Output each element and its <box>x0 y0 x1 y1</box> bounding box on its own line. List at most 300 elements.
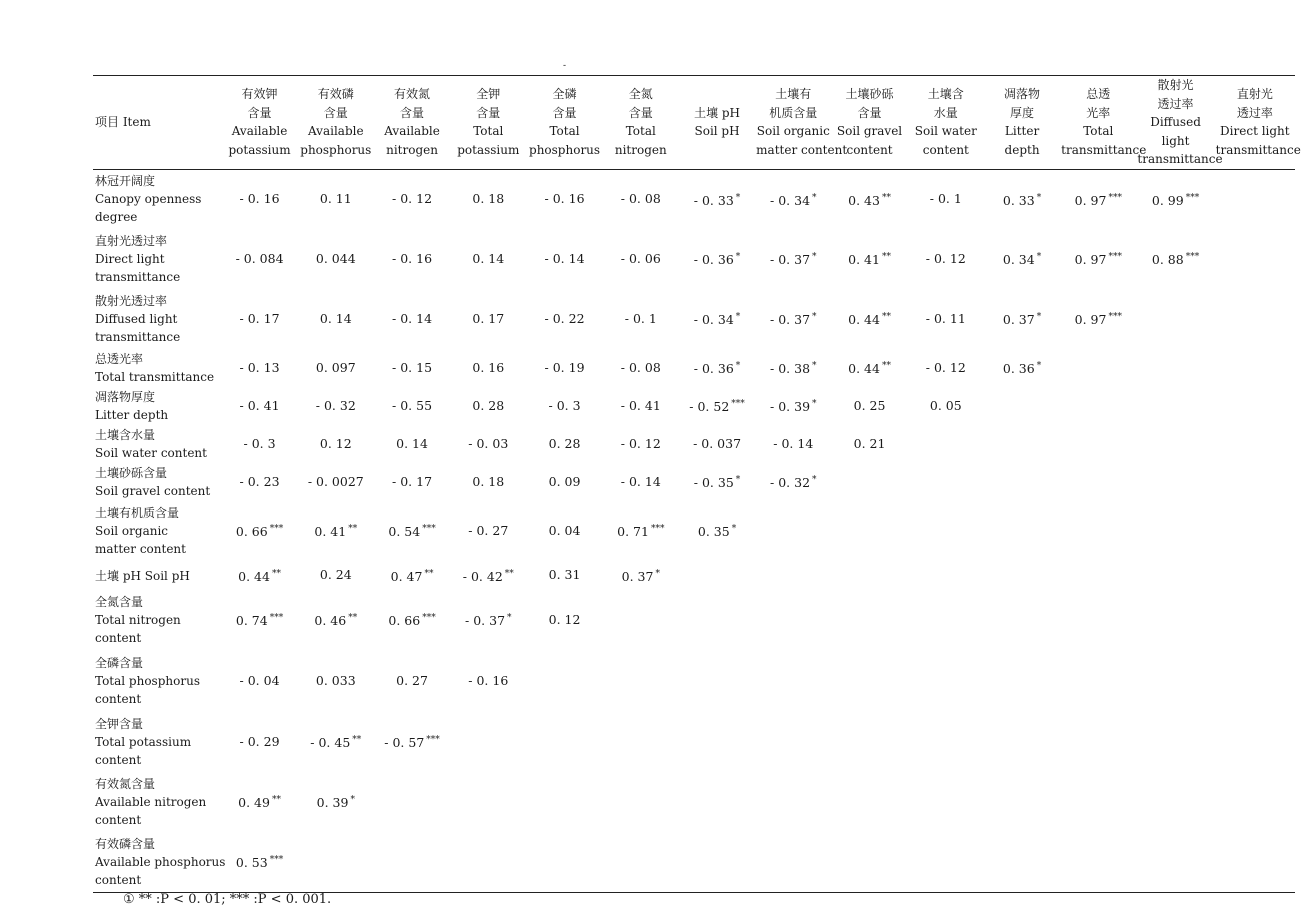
table-cell <box>603 169 679 229</box>
table-cell <box>831 289 907 349</box>
row-label-line: 土壤有机质含量 <box>95 506 180 520</box>
column-header-line: transmittance <box>1215 142 1301 157</box>
table-cell <box>679 832 755 892</box>
table-cell <box>831 561 907 590</box>
row-label-line: transmittance <box>95 270 181 284</box>
table-row <box>93 561 1295 590</box>
column-header-line: potassium <box>228 142 291 157</box>
table-cell <box>298 387 374 425</box>
row-label-line: Total nitrogen <box>95 613 181 627</box>
significance-marker: *** <box>422 524 436 535</box>
table-body <box>93 169 1295 892</box>
table-cell <box>984 772 1060 832</box>
table-cell <box>374 387 450 425</box>
cell-value: - 0. 37 <box>770 312 811 328</box>
table-cell <box>908 590 984 650</box>
cell-value: - 0. 11 <box>925 310 966 326</box>
cell-value: 0. 04 <box>548 522 581 538</box>
significance-marker: ** <box>352 735 362 746</box>
row-label-line: 直射光透过率 <box>95 234 168 248</box>
cell-value: 0. 39 <box>316 795 349 811</box>
significance-marker: * <box>735 475 741 486</box>
table-cell <box>755 501 831 561</box>
row-label <box>93 349 221 387</box>
column-header <box>679 76 755 170</box>
cell-value: 0. 53 <box>235 855 268 870</box>
significance-marker: ** <box>348 613 358 624</box>
column-header <box>603 76 679 170</box>
significance-marker: *** <box>269 524 284 535</box>
table-cell <box>1136 387 1214 425</box>
cell-value: - 0. 14 <box>773 435 814 451</box>
cell-value: - 0. 0027 <box>307 473 364 489</box>
cell-value: - 0. 14 <box>544 250 585 266</box>
table-cell <box>1136 501 1214 561</box>
row-label-line: Available phosphorus <box>95 854 226 869</box>
table-cell <box>1136 425 1214 463</box>
table-cell <box>1060 650 1136 712</box>
row-label-line: content <box>95 872 142 887</box>
cell-value: 0. 25 <box>853 397 886 413</box>
column-header-line: Total <box>473 124 504 139</box>
table-row <box>93 832 1295 892</box>
cell-value: - 0. 35 <box>693 475 734 491</box>
cell-value: 0. 44 <box>238 568 270 584</box>
cell-value: - 0. 03 <box>468 435 509 451</box>
table-cell <box>1215 289 1295 349</box>
table-cell <box>908 289 984 349</box>
table-cell <box>603 387 679 425</box>
significance-marker: * <box>812 361 817 372</box>
cell-value: - 0. 08 <box>620 359 661 375</box>
table-cell <box>374 425 450 463</box>
row-label-line: 全氮含量 <box>95 595 144 609</box>
table-cell <box>603 832 679 892</box>
table-cell <box>1060 349 1136 387</box>
row-label <box>93 425 221 463</box>
table-row <box>93 387 1295 425</box>
table-cell <box>450 463 526 501</box>
column-header <box>450 76 526 170</box>
table-cell <box>679 289 755 349</box>
table-cell <box>984 463 1060 501</box>
row-label-line: 散射光透过率 <box>95 294 168 308</box>
row-label-line: degree <box>95 210 138 225</box>
column-header-line: 含量 <box>247 105 272 120</box>
table-cell <box>1215 772 1295 832</box>
table-cell <box>450 169 526 229</box>
row-label-line: Total phosphorus <box>95 674 200 688</box>
row-label <box>93 712 221 772</box>
table-cell <box>679 501 755 561</box>
row-label-line: 全磷含量 <box>95 656 144 670</box>
table-cell <box>221 832 297 892</box>
table-cell <box>298 712 374 772</box>
cell-value: 0. 88 <box>1151 252 1184 268</box>
table-cell <box>298 169 374 229</box>
table-cell <box>755 463 831 501</box>
cell-value: 0. 14 <box>472 250 505 266</box>
column-header-line: 含量 <box>476 105 501 120</box>
significance-marker: *** <box>1108 252 1122 263</box>
column-header-line: 直射光 <box>1236 87 1273 102</box>
table-cell <box>984 832 1060 892</box>
item-column-header: 项目 Item <box>93 76 221 170</box>
table-cell <box>1215 425 1295 463</box>
table-cell <box>1060 712 1136 772</box>
column-header-line: 透过率 <box>1157 96 1194 111</box>
table-cell <box>908 501 984 561</box>
significance-marker: *** <box>269 855 284 865</box>
table-cell <box>298 561 374 590</box>
table-cell <box>603 229 679 289</box>
cell-value: 0. 35 <box>697 524 730 540</box>
table-cell <box>984 349 1060 387</box>
table-cell <box>755 590 831 650</box>
cell-value: - 0. 06 <box>620 250 661 266</box>
table-cell <box>526 289 602 349</box>
cell-value: - 0. 13 <box>239 359 280 375</box>
row-label-line: Canopy openness <box>95 192 202 207</box>
column-header-line: 有效氮 <box>394 87 431 102</box>
table-cell <box>603 650 679 712</box>
table-cell <box>526 501 602 561</box>
table-cell <box>831 650 907 712</box>
table-cell <box>526 650 602 712</box>
significance-marker: *** <box>650 524 665 535</box>
significance-marker: * <box>1036 312 1042 323</box>
column-header-line: 含量 <box>552 105 577 120</box>
table-cell <box>1136 349 1214 387</box>
column-header <box>1060 76 1147 170</box>
table-cell <box>603 425 679 463</box>
table-cell <box>908 463 984 501</box>
table-cell <box>603 501 679 561</box>
table-cell <box>984 501 1060 561</box>
column-header-line: 光率 <box>1086 105 1111 120</box>
column-header-line: Available <box>231 124 288 139</box>
significance-marker: * <box>735 252 741 263</box>
table-cell <box>908 425 984 463</box>
column-header-line: 含量 <box>628 105 653 120</box>
correlation-table <box>93 75 1301 893</box>
table-cell <box>603 590 679 650</box>
table-cell <box>221 387 297 425</box>
row-label-line: 有效氮含量 <box>95 777 156 791</box>
row-label-line: 土壤砂砾含量 <box>95 466 168 480</box>
cell-value: 0. 21 <box>853 435 886 451</box>
cell-value: 0. 16 <box>472 359 505 375</box>
row-label <box>93 650 221 712</box>
row-label-line: content <box>95 631 142 645</box>
table-cell <box>755 712 831 772</box>
table-cell <box>221 169 297 229</box>
cell-value: 0. 36 <box>1002 361 1035 377</box>
table-cell <box>374 289 450 349</box>
table-cell <box>1060 463 1136 501</box>
table-cell <box>831 387 907 425</box>
table-cell <box>1060 387 1136 425</box>
column-header-line: 总透 <box>1086 87 1111 102</box>
table-cell <box>1136 463 1214 501</box>
column-header <box>908 76 984 170</box>
column-header-line: 有效磷 <box>317 87 354 102</box>
table-cell <box>298 650 374 712</box>
table-cell <box>1215 387 1295 425</box>
table-cell <box>221 712 297 772</box>
table-cell <box>221 289 297 349</box>
column-header-line: 全钾 <box>476 87 501 102</box>
table-cell <box>374 463 450 501</box>
page-mark: - <box>563 61 567 71</box>
column-header-line: Soil organic <box>756 124 830 139</box>
column-header-line: Soil gravel <box>836 124 903 139</box>
cell-value: - 0. 12 <box>925 250 966 266</box>
cell-value: - 0. 037 <box>693 435 742 451</box>
table-cell <box>831 590 907 650</box>
cell-value: 0. 99 <box>1151 192 1184 208</box>
cell-value: - 0. 16 <box>544 191 585 206</box>
table-cell <box>831 463 907 501</box>
table-cell <box>450 229 526 289</box>
table-cell <box>1060 590 1136 650</box>
table-cell <box>679 772 755 832</box>
column-header-line: 散射光 <box>1157 78 1194 92</box>
column-header-line: 厚度 <box>1010 105 1035 120</box>
significance-marker: ** <box>348 524 358 535</box>
column-header-line: 水量 <box>933 105 958 120</box>
row-label <box>93 289 221 349</box>
table-cell <box>450 832 526 892</box>
table-row <box>93 289 1295 349</box>
cell-value: - 0. 29 <box>239 733 280 749</box>
cell-value: - 0. 17 <box>239 310 280 326</box>
cell-value: 0. 41 <box>848 252 880 268</box>
table-cell <box>603 349 679 387</box>
cell-value: - 0. 34 <box>693 312 734 328</box>
column-header-line: Total <box>1083 124 1114 139</box>
table-cell <box>1136 650 1214 712</box>
table-row <box>93 463 1295 501</box>
row-label <box>93 229 221 289</box>
table-cell <box>679 712 755 772</box>
cell-value: 0. 14 <box>396 435 428 451</box>
table-cell <box>298 229 374 289</box>
cell-value: - 0. 41 <box>239 397 280 413</box>
significance-marker: *** <box>1108 192 1122 203</box>
row-label-line: Soil organic <box>95 524 169 538</box>
row-label-line: 全钾含量 <box>95 717 144 731</box>
row-label-line: Litter depth <box>95 408 169 422</box>
cell-value: - 0. 38 <box>770 361 811 377</box>
cell-value: 0. 54 <box>388 524 421 540</box>
column-header <box>526 76 602 170</box>
table-cell <box>526 229 602 289</box>
cell-value: - 0. 16 <box>392 250 433 266</box>
table-cell <box>908 832 984 892</box>
cell-value: 0. 44 <box>848 312 880 328</box>
column-header-line: Litter <box>1004 124 1040 139</box>
table-cell <box>1060 169 1136 229</box>
cell-value: - 0. 45 <box>310 735 351 751</box>
table-cell <box>298 832 374 892</box>
table-row <box>93 501 1295 561</box>
cell-value: 0. 34 <box>1002 252 1035 268</box>
table-cell <box>1136 229 1214 289</box>
table-cell <box>221 349 297 387</box>
significance-marker: * <box>731 524 737 535</box>
cell-value: - 0. 34 <box>770 192 811 208</box>
table-cell <box>755 169 831 229</box>
significance-marker: * <box>507 613 512 624</box>
column-header-line: phosphorus <box>529 142 601 157</box>
cell-value: - 0. 19 <box>544 359 585 375</box>
table-cell <box>831 501 907 561</box>
table-cell <box>1215 832 1295 892</box>
cell-value: 0. 18 <box>472 473 505 489</box>
cell-value: 0. 24 <box>319 567 352 583</box>
cell-value: - 0. 37 <box>465 613 506 629</box>
column-header-line: 全氮 <box>628 87 653 102</box>
row-label <box>93 590 221 650</box>
significance-marker: * <box>735 192 741 203</box>
row-label-line: Soil gravel content <box>95 484 211 498</box>
table-cell <box>526 425 602 463</box>
table-row <box>93 590 1295 650</box>
table-cell <box>450 561 526 590</box>
column-header <box>298 76 374 170</box>
significance-marker: *** <box>1185 192 1200 203</box>
significance-marker: * <box>812 252 817 263</box>
cell-value: - 0. 27 <box>468 522 509 538</box>
table-cell <box>984 229 1060 289</box>
row-label-line: content <box>95 813 142 827</box>
table-cell <box>679 169 755 229</box>
cell-value: 0. 71 <box>617 524 649 540</box>
row-label-line: Soil water content <box>95 446 207 460</box>
table-cell <box>1215 590 1295 650</box>
table-cell <box>526 463 602 501</box>
column-header <box>221 76 297 170</box>
table-cell <box>1136 289 1214 349</box>
column-header-line: transmittance <box>1137 152 1223 166</box>
cell-value: 0. 47 <box>390 568 423 584</box>
table-cell <box>755 425 831 463</box>
column-header-line: Diffused <box>1150 115 1201 129</box>
significance-marker: *** <box>731 399 745 410</box>
table-cell <box>298 463 374 501</box>
column-header-line: Available <box>384 124 440 139</box>
cell-value: 0. 37 <box>621 568 654 584</box>
table-cell <box>679 229 755 289</box>
row-label-line: 土壤 pH Soil pH <box>95 568 190 583</box>
column-header-line: content <box>922 142 969 157</box>
cell-value: - 0. 32 <box>770 475 811 491</box>
column-header-line: 含量 <box>323 105 348 120</box>
table-cell <box>221 501 297 561</box>
table-cell <box>450 349 526 387</box>
cell-value: 0. 97 <box>1074 192 1107 208</box>
table-cell <box>298 590 374 650</box>
cell-value: - 0. 32 <box>315 397 356 413</box>
significance-marker: * <box>350 795 355 806</box>
cell-value: - 0. 15 <box>392 359 433 375</box>
table-cell <box>603 712 679 772</box>
column-header-line: Total <box>549 124 580 139</box>
table-cell <box>1136 832 1214 892</box>
table-cell <box>1215 501 1295 561</box>
cell-value: 0. 28 <box>472 397 505 413</box>
cell-value: 0. 11 <box>319 191 352 206</box>
table-cell <box>908 169 984 229</box>
column-header-line: 含量 <box>857 105 882 120</box>
table-footnote: ① ** :P < 0. 01; *** :P < 0. 001. <box>123 892 332 907</box>
row-label-line: Diffused light <box>95 312 178 326</box>
table-cell <box>450 289 526 349</box>
row-label-line: 总透光率 <box>95 352 144 366</box>
column-header-line: 有效钾 <box>241 87 278 102</box>
table-cell <box>984 289 1060 349</box>
table-cell <box>221 425 297 463</box>
table-cell <box>221 229 297 289</box>
table-cell <box>755 349 831 387</box>
table-row <box>93 349 1295 387</box>
table-cell <box>450 772 526 832</box>
table-cell <box>831 169 907 229</box>
table-cell <box>831 349 907 387</box>
table-cell <box>755 561 831 590</box>
table-cell <box>1215 229 1295 289</box>
table-cell <box>374 349 450 387</box>
cell-value: 0. 97 <box>1074 252 1107 268</box>
table-cell <box>831 712 907 772</box>
table-cell <box>908 772 984 832</box>
cell-value: 0. 033 <box>315 672 356 688</box>
column-header-line: Direct light <box>1220 124 1290 139</box>
cell-value: 0. 33 <box>1002 192 1035 208</box>
significance-marker: * <box>812 312 817 323</box>
table-cell <box>526 169 602 229</box>
table-cell <box>221 463 297 501</box>
column-header-line: nitrogen <box>614 142 667 157</box>
cell-value: - 0. 12 <box>392 191 433 206</box>
significance-marker: * <box>812 475 817 486</box>
cell-value: 0. 09 <box>548 473 581 489</box>
table-cell <box>831 425 907 463</box>
table-cell <box>679 590 755 650</box>
table-cell <box>298 289 374 349</box>
table-cell <box>1060 425 1136 463</box>
table-row <box>93 229 1295 289</box>
table-cell <box>450 387 526 425</box>
table-cell <box>679 561 755 590</box>
significance-marker: * <box>1036 252 1042 263</box>
cell-value: - 0. 57 <box>384 735 425 751</box>
table-cell <box>526 387 602 425</box>
table-cell <box>1215 463 1295 501</box>
cell-value: 0. 28 <box>548 435 581 451</box>
cell-value: - 0. 14 <box>620 473 661 489</box>
significance-marker: * <box>1036 361 1042 372</box>
table-cell <box>1215 349 1295 387</box>
table-cell <box>908 650 984 712</box>
significance-marker: *** <box>269 613 284 624</box>
table-cell <box>755 229 831 289</box>
row-label-line: Total potassium <box>95 735 192 749</box>
column-header-line: phosphorus <box>300 142 372 157</box>
table-cell <box>755 832 831 892</box>
cell-value: - 0. 3 <box>548 397 581 413</box>
